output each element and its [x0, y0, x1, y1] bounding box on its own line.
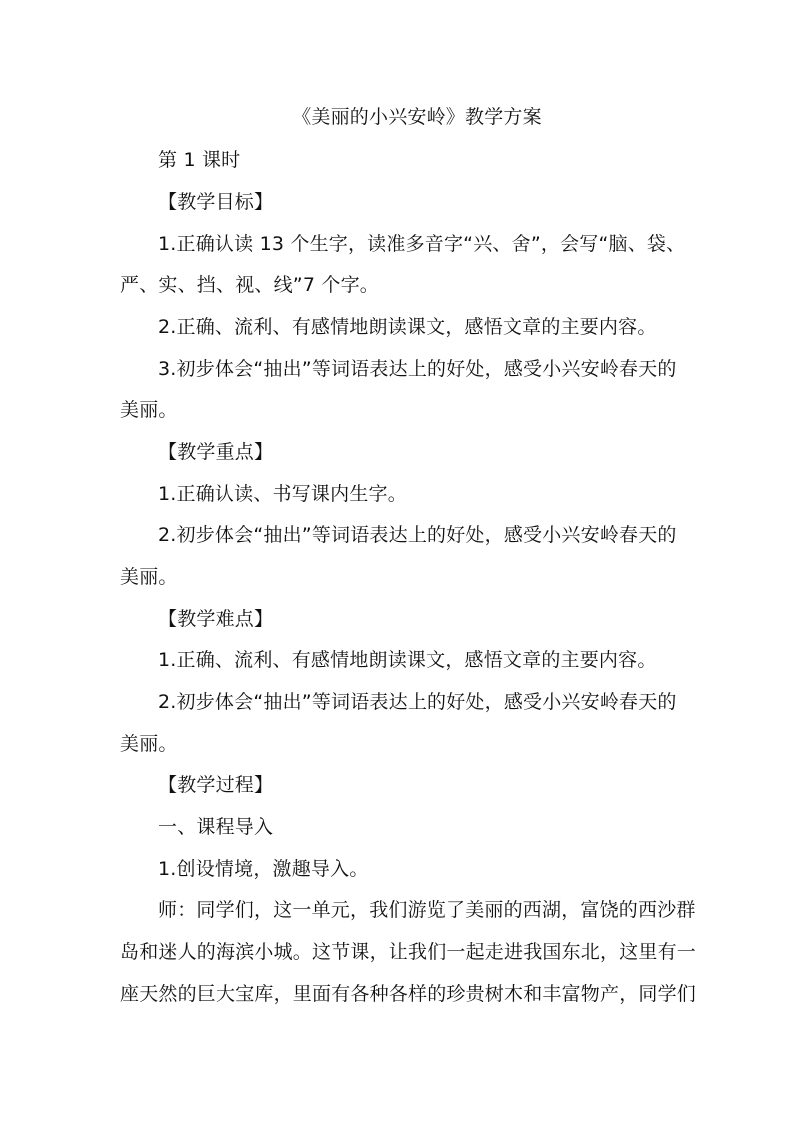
- key-points-line-3: 美丽。: [120, 566, 178, 588]
- section-heading-difficulties: 【教学难点】: [158, 608, 274, 630]
- goals-line-1: 1.正确认读 13 个生字，读准多音字“兴、舍”，会写“脑、袋、: [158, 233, 686, 255]
- goals-line-5: 美丽。: [120, 399, 178, 421]
- difficulties-line-2: 2.初步体会“抽出”等词语表达上的好处，感受小兴安岭春天的: [158, 691, 677, 713]
- document-title: 《美丽的小兴安岭》教学方案: [292, 106, 542, 128]
- process-line-3: 师：同学们，这一单元，我们游览了美丽的西湖，富饶的西沙群: [158, 899, 696, 921]
- difficulties-line-3: 美丽。: [120, 733, 178, 755]
- goals-line-2: 严、实、挡、视、线”7 个字。: [120, 274, 379, 296]
- process-line-4: 岛和迷人的海滨小城。这节课，让我们一起走进我国东北，这里有一: [120, 941, 697, 963]
- section-heading-key-points: 【教学重点】: [158, 441, 274, 463]
- goals-line-4: 3.初步体会“抽出”等词语表达上的好处，感受小兴安岭春天的: [158, 358, 677, 380]
- key-points-line-1: 1.正确认读、书写课内生字。: [158, 483, 407, 505]
- lesson-label: 第 1 课时: [158, 149, 241, 171]
- process-line-5: 座天然的巨大宝库，里面有各种各样的珍贵树木和丰富物产，同学们: [120, 983, 697, 1005]
- section-heading-process: 【教学过程】: [158, 774, 274, 796]
- process-line-1: 一、课程导入: [158, 816, 274, 838]
- key-points-line-2: 2.初步体会“抽出”等词语表达上的好处，感受小兴安岭春天的: [158, 524, 677, 546]
- process-line-2: 1.创设情境，激趣导入。: [158, 858, 369, 880]
- section-heading-goals: 【教学目标】: [158, 191, 274, 213]
- goals-line-3: 2.正确、流利、有感情地朗读课文，感悟文章的主要内容。: [158, 316, 657, 338]
- difficulties-line-1: 1.正确、流利、有感情地朗读课文，感悟文章的主要内容。: [158, 649, 657, 671]
